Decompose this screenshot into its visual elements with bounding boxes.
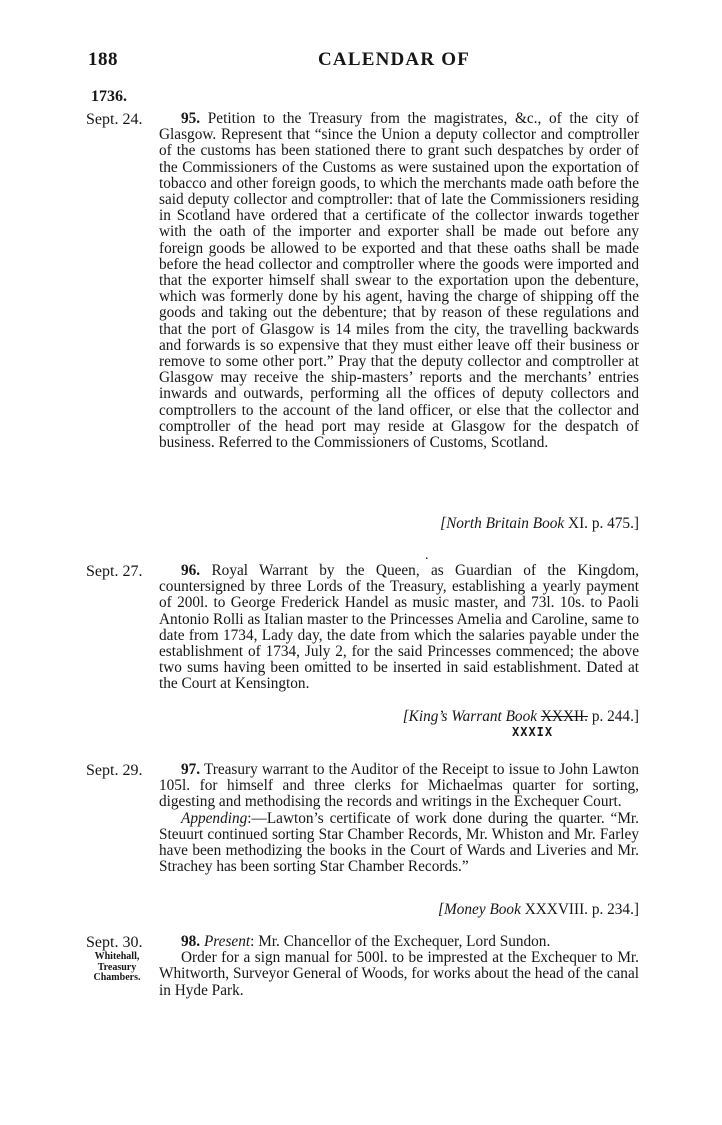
appending-label: Appending [181, 809, 248, 827]
reference-page: p. 234.] [591, 901, 639, 918]
entry-number: 95. [181, 110, 201, 127]
handwritten-correction: XXXIX [512, 725, 554, 739]
reference-book: King’s Warrant Book [408, 708, 538, 725]
entry-body [159, 762, 639, 875]
entry-body [159, 934, 639, 999]
appending-text: :—Lawton’s certificate of work done during the quarter. “Mr. Steuurt continued sorting Star Chamber Records, Mr. Whiston and Mr. Farley have been methodizing the books in the Court of Wards and Liveries and Mr. Strachey has been sorting Star Chamber Records.” [159, 809, 639, 876]
present-text: : Mr. Chancellor of the Exchequer, Lord Sundon. [250, 933, 551, 950]
entry-date: Sept. 30. [86, 934, 143, 951]
entry-number: 98. [181, 933, 201, 950]
reference-book: Money Book [444, 901, 521, 918]
entry-text: Petition to the Treasury from the magistrates, &c., of the city of Glasgow. Represent that “since the Union a deputy collector and comptroller of the customs has been stationed there to grant such despatches by order of the Commissioners of the Customs as were sustained upon the exportation of tobacco and other foreign goods, to which the merchants made oath before the said deputy collector and comptroller: that of late the Commissioners residing in Scotland have ordered that a certificate of the collector inwards together with the oath of the importer and exporter shall be made out before any foreign goods be allowed to be exported and that these oaths shall be made before the head collector and comptroller where the goods were imported and that the exporter himself shall swear to the exportation upon the debenture, which was formerly done by his agent, having the charge of shipping off the goods and taking out the debenture; that by reason of these regulations and that the port of Glasgow is 14 miles from the city, the travelling backwards and forwards is so expensive that they must either leave off their business or remove to some other port.” Pray that the deputy collector and comptroller at Glasgow may receive the ship-masters’ reports and the merchants’ entries inwards and outwards, performing all the offices of deputy collectors and comptrollers to the account of the land officer, or else that the collector and comptroller of the head port may reside at Glasgow for the despatch of business. Referred to the Commissioners of Customs, Scotland. [159, 110, 639, 452]
present-label: Present [203, 933, 251, 950]
entry-number: 96. [181, 562, 201, 579]
entry-body [159, 563, 639, 693]
entry-number: 97. [181, 761, 201, 778]
book-reference: [King’s Warrant Book XXXII. p. 244.] [402, 708, 639, 725]
reference-volume-struck: XXXII. [540, 708, 588, 725]
running-title: CALENDAR OF [318, 49, 471, 70]
separator-dot: . [425, 548, 429, 563]
page-number: 188 [88, 49, 118, 70]
entry-body [159, 111, 639, 451]
entry-date: Sept. 24. [86, 111, 143, 128]
entry-date: Sept. 29. [86, 762, 143, 779]
year-heading: 1736. [91, 88, 127, 105]
reference-page: p. 475.] [591, 515, 639, 532]
entry-text: Order for a sign manual for 500l. to be imprested at the Exchequer to Mr. Whitworth, Surveyor General of Woods, for works about the head of the canal in Hyde Park. [159, 949, 639, 999]
reference-volume: XXXVIII. [524, 901, 588, 918]
entry-text: Treasury warrant to the Auditor of the Receipt to issue to John Lawton 105l. for himself and three clerks for Michaelmas quarter for sorting, digesting and methodising the records and writings in the Exchequer Court. [159, 761, 639, 811]
entry-date: Sept. 27. [86, 563, 143, 580]
reference-page: p. 244.] [591, 708, 639, 725]
book-reference: [Money Book XXXVIII. p. 234.] [438, 901, 639, 918]
reference-book: North Britain Book [446, 515, 565, 532]
entry-place: Whitehall, Treasury Chambers. [93, 951, 141, 983]
book-reference: [North Britain Book XI. p. 475.] [440, 515, 639, 532]
reference-volume: XI. [568, 515, 588, 532]
entry-text: Royal Warrant by the Queen, as Guardian of the Kingdom, countersigned by three Lords of the Treasury, establishing a yearly payment of 200l. to George Frederick Handel as music master, and 73l. 10s. to Paoli Antonio Rolli as Italian master to the Princesses Amelia and Caroline, same to date from 1734, Lady day, the date from which the salaries payable under the establishment of 1734, July 2, for the said Princesses commenced; the above two sums having been omitted to be inserted in said establishment. Dated at the Court at Kensington. [159, 562, 640, 693]
